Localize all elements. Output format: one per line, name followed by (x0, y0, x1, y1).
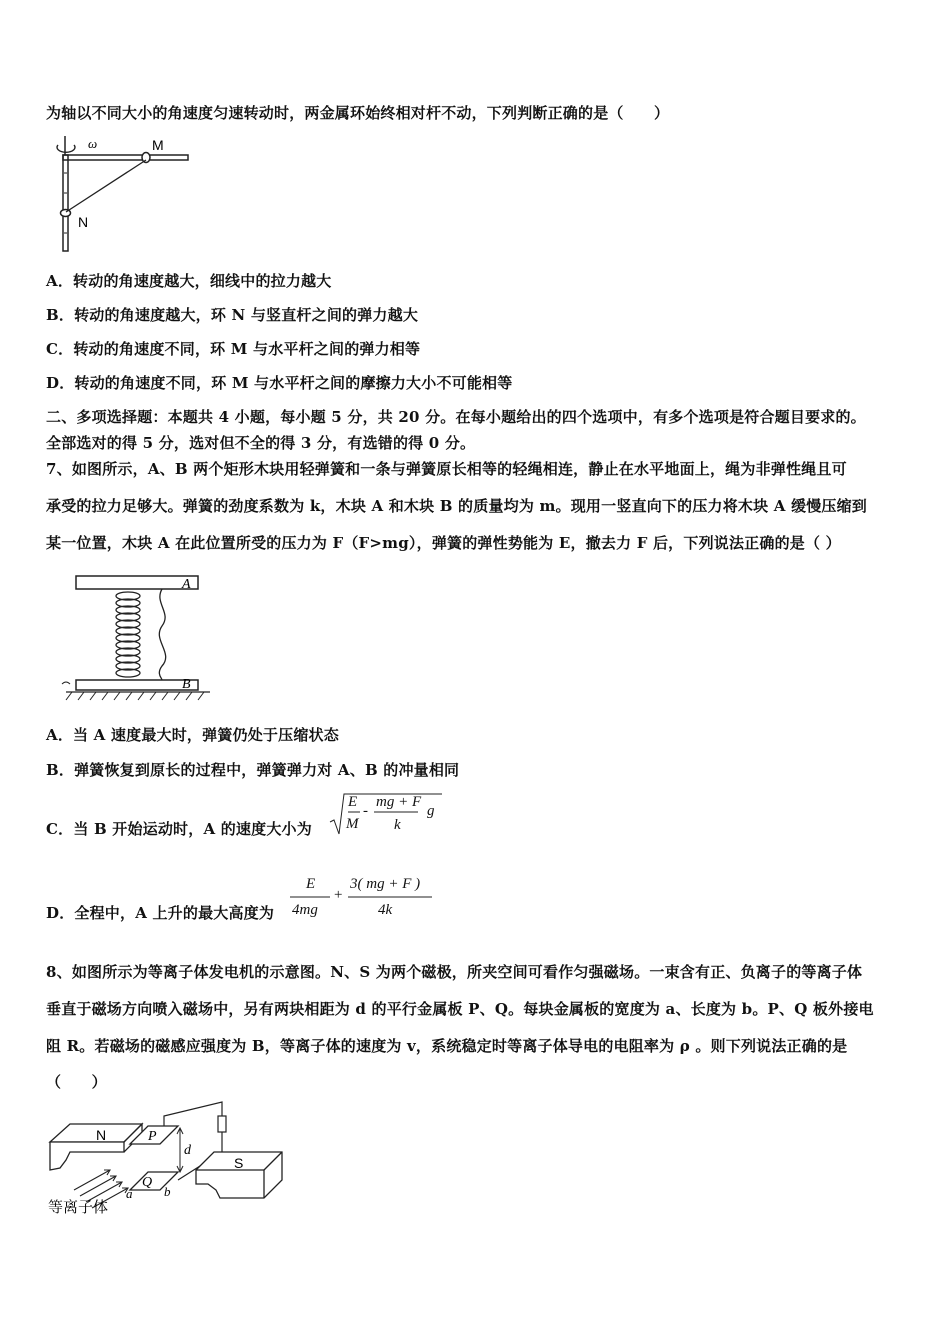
d-term1-den: 4mg (292, 902, 318, 918)
s-pole-label: S (234, 1155, 244, 1171)
wire-top (164, 1102, 222, 1126)
resistor-icon (218, 1116, 226, 1132)
plasma-label: 等离子体 (48, 1198, 109, 1216)
q6-option-b: B．转动的角速度越大，环 N 与竖直杆之间的弹力越大 (46, 306, 419, 324)
a-dim-label: a (126, 1186, 133, 1201)
block-b (76, 680, 198, 690)
omega-label: ω (88, 136, 98, 151)
q8-stem-line2: 垂直于磁场方向喷入磁场中，另有两块相距为 d 的平行金属板 P、Q。每块金属板的宽度为 a、长度为 b。P、Q 板外接电 (46, 1000, 874, 1018)
q8-figure (44, 1098, 294, 1223)
b-label: B (182, 677, 191, 692)
rope (159, 589, 165, 680)
section2-heading: 二、多项选择题：本题共 4 小题，每小题 5 分，共 20 分。在每小题给出的四个选项中，有多个选项是符合题目要求的。 (46, 408, 866, 426)
b-dim-label: b (164, 1184, 171, 1199)
a-label: A (182, 577, 191, 592)
q6-figure (44, 133, 204, 258)
n-label: N (78, 214, 89, 230)
q8-stem-line3: 阻 R。若磁场的磁感应强度为 B，等离子体的速度为 v，系统稳定时等离子体导电的电阻率为 ρ 。则下列说法正确的是 (46, 1037, 848, 1055)
horizontal-rod (63, 155, 188, 160)
q7-stem-line1: 7、如图所示，A、B 两个矩形木块用轻弹簧和一条与弹簧原长相等的轻绳相连，静止在水平地面上，绳为非弹性绳且可 (46, 460, 847, 478)
c-minus: - (363, 803, 368, 819)
rotation-arrow-icon (57, 145, 75, 152)
q7-option-d-formula (288, 872, 448, 924)
c-term1-num: E (348, 794, 358, 810)
spring (116, 592, 140, 677)
section2-scoring: 全部选对的得 5 分，选对但不全的得 3 分，有选错的得 0 分。 (46, 434, 476, 452)
c-term2-num: mg + F (376, 794, 422, 810)
ring-m (142, 153, 150, 163)
c-term1-den: M (346, 816, 359, 832)
q7-option-c-formula (328, 790, 448, 838)
string-line (66, 160, 146, 212)
vertical-rod (63, 155, 68, 251)
d-term2-den: 4k (378, 902, 393, 918)
d-term1-num: E (306, 876, 316, 892)
q7-stem-line2: 承受的拉力足够大。弹簧的劲度系数为 k，木块 A 和木块 B 的质量均为 m。现用一竖直向下的压力将木块 A 缓慢压缩到 (46, 497, 868, 515)
q7-option-a: A．当 A 速度最大时，弹簧仍处于压缩状态 (46, 726, 339, 744)
n-pole-label: N (96, 1127, 107, 1143)
d-plus: + (334, 887, 343, 903)
q8-stem-line1: 8、如图所示为等离子体发电机的示意图。N、S 为两个磁极，所夹空间可看作匀强磁场。一束含有正、负离子的等离子体 (46, 963, 863, 981)
d-term2-num: 3( mg + F ) (350, 876, 421, 892)
q8-stem-line4: （ ） (46, 1073, 107, 1091)
q6-option-d: D．转动的角速度不同，环 M 与水平杆之间的摩擦力大小不可能相等 (46, 374, 513, 392)
q7-figure (58, 568, 228, 708)
m-label: M (152, 137, 164, 153)
q7-option-c: C．当 B 开始运动时，A 的速度大小为 (46, 820, 312, 838)
block-a (76, 576, 198, 589)
d-label: d (184, 1143, 191, 1158)
c-g: g (427, 803, 435, 819)
q7-stem-line3: 某一位置，木块 A 在此位置所受的压力为 F（F>mg），弹簧的弹性势能为 E，撤去力 F 后，下列说法正确的是（ ） (46, 534, 841, 552)
plate-q (130, 1172, 178, 1190)
q-label: Q (142, 1175, 153, 1190)
p-label: P (148, 1129, 157, 1144)
q7-option-d: D．全程中，A 上升的最大高度为 (46, 904, 275, 922)
c-term2-den: k (394, 817, 401, 833)
q6-option-a: A．转动的角速度越大，细线中的拉力越大 (46, 272, 332, 290)
q6-option-c: C．转动的角速度不同，环 M 与水平杆之间的弹力相等 (46, 340, 421, 358)
q7-option-b: B．弹簧恢复到原长的过程中，弹簧弹力对 A、B 的冲量相同 (46, 761, 460, 779)
q6-stem: 为轴以不同大小的角速度匀速转动时，两金属环始终相对杆不动，下列判断正确的是（ ） (46, 104, 670, 122)
